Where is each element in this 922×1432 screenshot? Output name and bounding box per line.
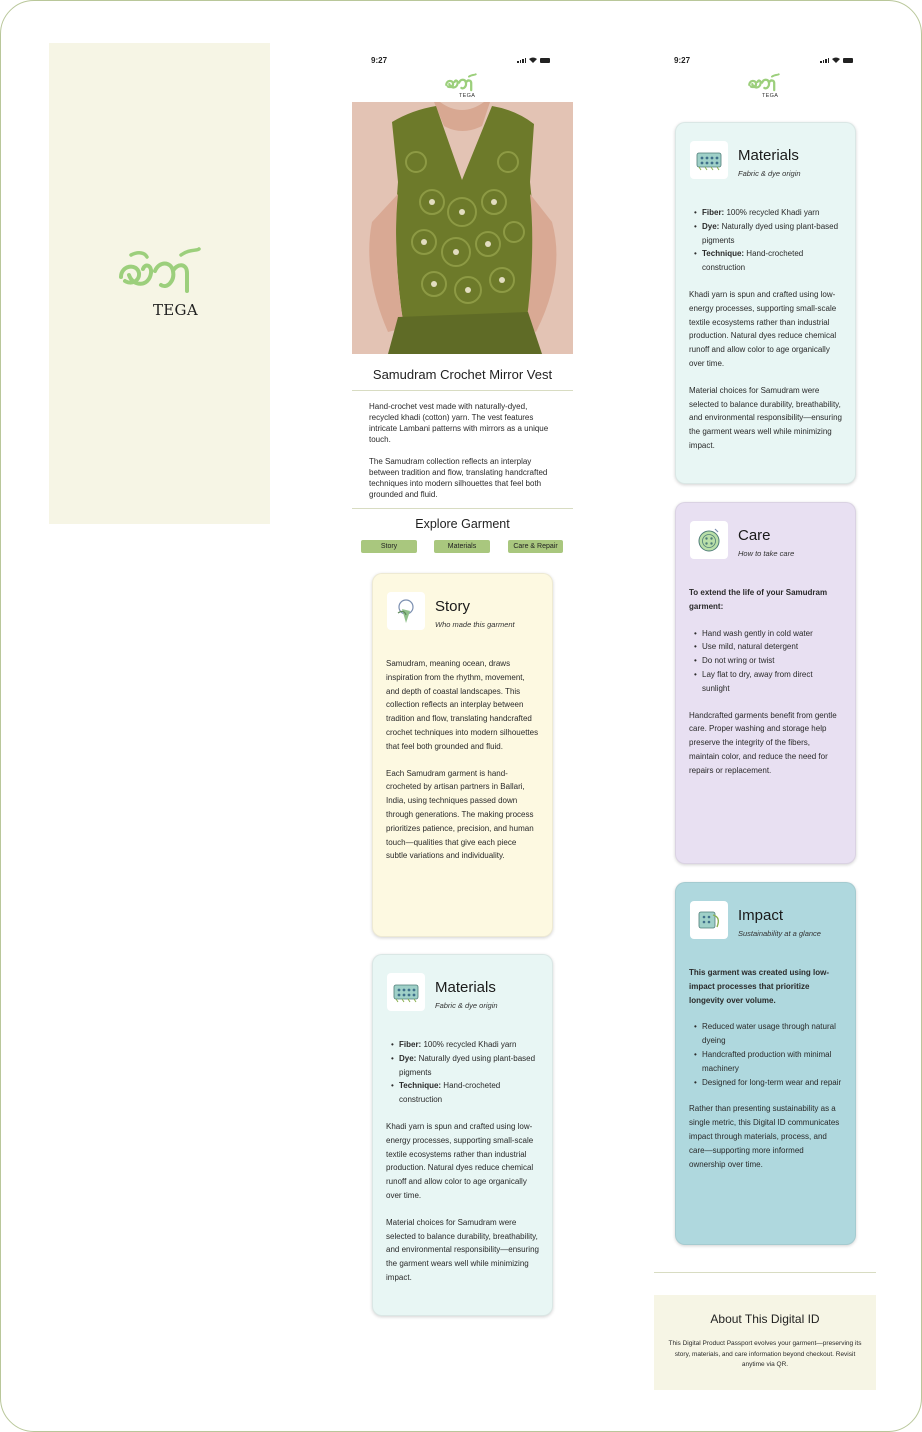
list-item: • Do not wring or twist	[694, 654, 842, 668]
materials-body	[689, 206, 842, 466]
collection-description: The Samudram collection reflects an interplay between tradition and flow, translating handcrafted techniques into modern silhouettes that feel both grounded and fluid.	[369, 457, 548, 499]
materials-title: Materials	[738, 147, 799, 164]
signal-icon	[820, 58, 829, 63]
materials-paragraph: Khadi yarn is spun and crafted using low-energy processes, supporting small-scale textile ecosystems rather than industrial production. Natural dyes reduce chemical runoff and allow color to age organically over time.	[689, 289, 837, 368]
product-description: Hand-crochet vest made with naturally-dyed, recycled khadi (cotton) yarn. The vest features intricate Lambani patterns with mirrors as a unique touch.	[369, 402, 549, 444]
divider	[352, 390, 573, 391]
header-logo	[747, 73, 781, 98]
tab-care-repair[interactable]: Care & Repair	[508, 540, 563, 553]
battery-icon	[540, 58, 550, 63]
list-item: • Reduced water usage through natural dyeing	[694, 1020, 842, 1048]
list-item: • Handcrafted production with minimal machinery	[694, 1048, 842, 1076]
tega-logo-icon	[444, 73, 478, 93]
materials-subtitle: Fabric & dye origin	[435, 1001, 498, 1010]
story-title: Story	[435, 598, 471, 615]
fabric-swatch-icon	[690, 141, 728, 179]
materials-card	[372, 954, 553, 1316]
story-paragraph: Samudram, meaning ocean, draws inspiration from the rhythm, movement, and depth of coastal landscapes. This collection reflects an interplay between tradition and flow, translating handcrafted crochet techniques into modern silhouettes that feel both grounded and fluid.	[386, 659, 539, 751]
product-title: Samudram Crochet Mirror Vest	[372, 367, 553, 382]
care-body	[689, 586, 842, 791]
impact-subtitle: Sustainability at a glance	[738, 929, 821, 938]
status-time: 9:27	[371, 56, 388, 65]
tab-materials[interactable]: Materials	[434, 540, 490, 553]
care-list	[689, 627, 842, 696]
materials-list	[689, 206, 842, 275]
list-item: • Use mild, natural detergent	[694, 640, 842, 654]
care-title: Care	[738, 527, 771, 544]
splash-screen	[49, 43, 270, 524]
signal-icon	[517, 58, 526, 63]
about-title: About This Digital ID	[710, 1312, 820, 1326]
list-item: • Dye: Naturally dyed using plant-based pigments	[391, 1052, 539, 1080]
header-logo-word: TEGA	[762, 93, 779, 99]
list-item: • Hand wash gently in cold water	[694, 627, 842, 641]
story-body	[386, 657, 539, 876]
tab-story[interactable]: Story	[361, 540, 417, 553]
list-item: • Technique: Hand-crocheted construction	[694, 247, 842, 275]
materials-paragraph: Khadi yarn is spun and crafted using low-energy processes, supporting small-scale textile ecosystems rather than industrial production. Natural dyes reduce chemical runoff and allow color to age organically over time.	[386, 1121, 534, 1200]
wifi-icon	[529, 57, 537, 63]
divider	[352, 508, 573, 509]
materials-paragraph: Material choices for Samudram were selected to balance durability, breathability, and environmental responsibility—ensuring the garment wears well while minimizing impact.	[386, 1217, 539, 1282]
button-thread-icon	[690, 521, 728, 559]
impact-lead: This garment was created using low-impact processes that prioritize longevity over volume.	[689, 968, 830, 1005]
fabric-roll-icon	[690, 901, 728, 939]
materials-card	[675, 122, 856, 484]
list-item: • Technique: Hand-crocheted construction	[391, 1079, 539, 1107]
story-subtitle: Who made this garment	[435, 620, 515, 629]
status-time: 9:27	[674, 56, 691, 65]
tega-logo-icon	[747, 73, 781, 93]
battery-icon	[843, 58, 853, 63]
list-item: • Fiber: 100% recycled Khadi yarn	[694, 206, 842, 220]
explore-title: Explore Garment	[415, 517, 510, 531]
impact-title: Impact	[738, 907, 784, 924]
artisan-hand-icon	[387, 592, 425, 630]
impact-paragraph: Rather than presenting sustainability as a single metric, this Digital ID communicates impact through materials, process, and care—supporting more informed ownership over time.	[689, 1104, 840, 1169]
story-paragraph: Each Samudram garment is hand-crocheted by artisan partners in Ballari, India, using techniques passed down through generations. The making process prioritizes patience, precision, and human touch—qualities that give each piece subtle variations and individuality.	[386, 768, 534, 861]
wifi-icon	[832, 57, 840, 63]
about-section	[654, 1295, 876, 1390]
impact-body	[689, 966, 842, 1184]
fabric-swatch-icon	[387, 973, 425, 1011]
status-icons	[517, 57, 550, 63]
materials-subtitle: Fabric & dye origin	[738, 169, 801, 178]
care-paragraph: Handcrafted garments benefit from gentle care. Proper washing and storage help preserve the integrity of the fibers, maintain color, and reduce the need for repairs or replacement.	[689, 710, 837, 775]
materials-list	[386, 1038, 539, 1107]
materials-body	[386, 1038, 539, 1298]
list-item: • Fiber: 100% recycled Khadi yarn	[391, 1038, 539, 1052]
product-photo	[352, 102, 573, 354]
care-subtitle: How to take care	[738, 549, 795, 558]
impact-card	[675, 882, 856, 1245]
list-item: • Lay flat to dry, away from direct sunlight	[694, 668, 842, 696]
list-item: • Designed for long-term wear and repair	[694, 1076, 842, 1090]
impact-list	[689, 1020, 842, 1089]
tega-logo-icon	[115, 247, 205, 297]
product-image	[352, 102, 573, 354]
care-lead: To extend the life of your Samudram garment:	[689, 588, 828, 611]
story-card	[372, 573, 553, 937]
header-logo-word: TEGA	[459, 93, 476, 99]
materials-paragraph: Material choices for Samudram were selected to balance durability, breathability, and environmental responsibility—ensuring the garment wears well while minimizing impact.	[689, 385, 842, 450]
status-icons	[820, 57, 853, 63]
about-body: This Digital Product Passport evolves your garment—preserving its story, materials, and care information beyond checkout. Revisit anytime via QR.	[668, 1340, 862, 1368]
logo-wordmark: TEGA	[153, 301, 198, 319]
divider	[654, 1272, 876, 1273]
list-item: • Dye: Naturally dyed using plant-based pigments	[694, 220, 842, 248]
care-card	[675, 502, 856, 864]
materials-title: Materials	[435, 979, 496, 996]
header-logo	[444, 73, 478, 98]
